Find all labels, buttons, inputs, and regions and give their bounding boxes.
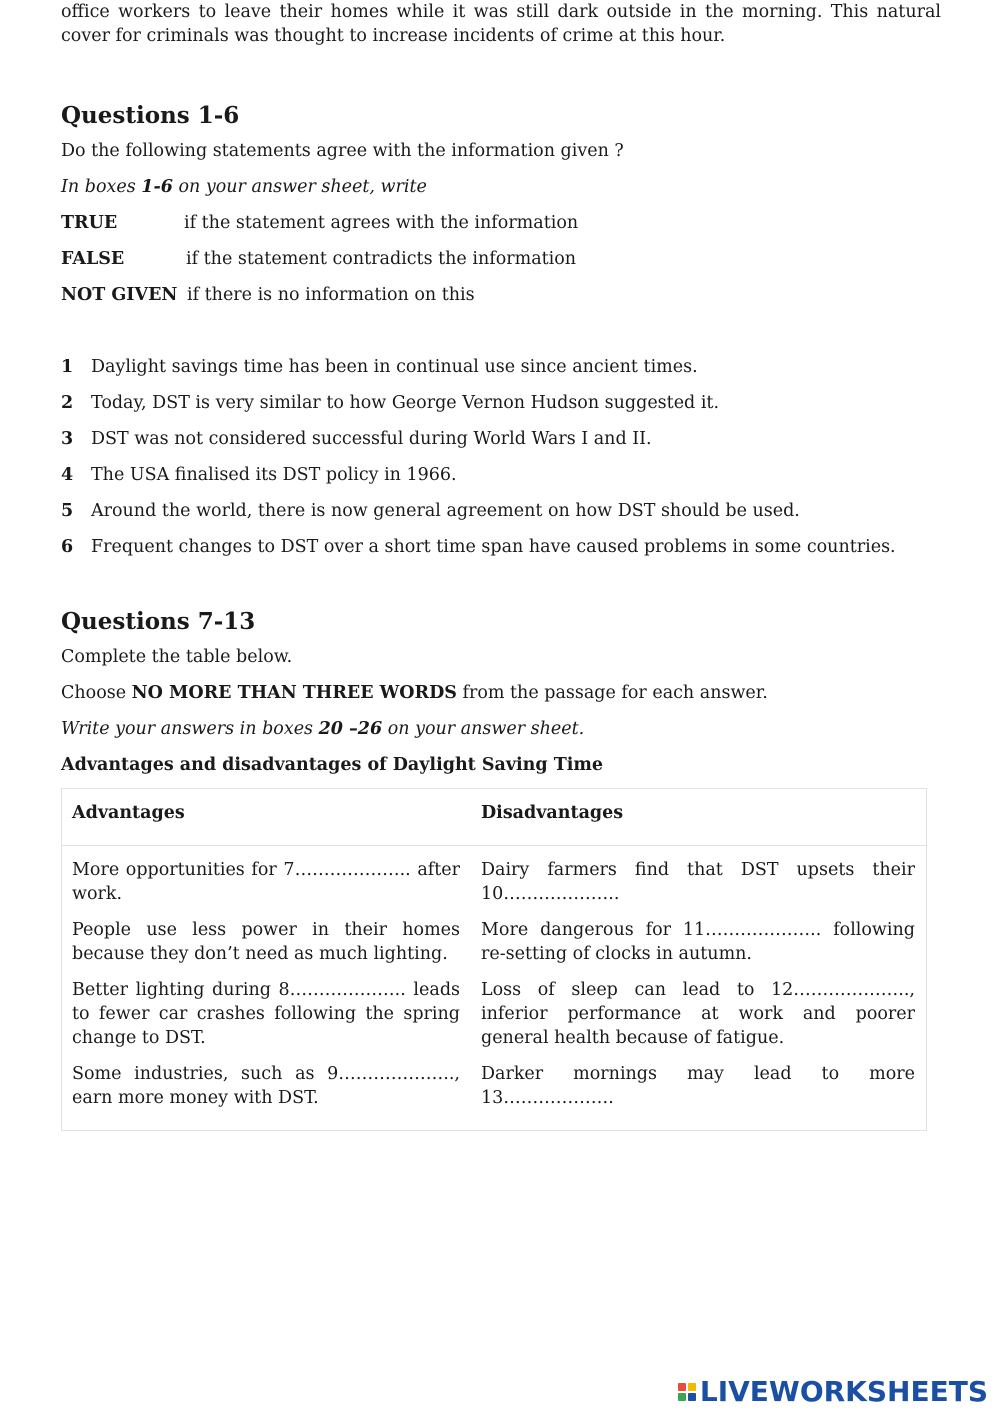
table-header-row [62, 789, 926, 846]
table-row [62, 978, 926, 1050]
statement-item [61, 463, 941, 487]
choose-prefix: Choose [61, 683, 132, 703]
answer-key-label: FALSE [61, 249, 125, 269]
statement-list [61, 355, 941, 559]
statement-item [61, 355, 941, 379]
advantage-cell: People use less power in their homes because they don’t need as much lighting. [72, 920, 460, 964]
answer-key-not-given [61, 283, 941, 307]
answer-key-meaning: if the statement contradicts the information [186, 249, 577, 269]
statement-text: Today, DST is very similar to how George Vernon Hudson suggested it. [91, 393, 720, 413]
dst-table [61, 788, 927, 1131]
section1-heading: Questions 1-6 [61, 102, 240, 129]
answer-boxes-range: 20 –26 [318, 719, 383, 739]
table-row [62, 858, 926, 906]
table-title: Advantages and disadvantages of Daylight Saving Time [61, 755, 604, 775]
word-limit-instruction [61, 681, 941, 705]
intro-paragraph: office workers to leave their homes while it was still dark outside in the morning. This natural cover for criminals was thought to increase incidents of crime at this hour. [61, 2, 941, 46]
logo-text: LIVEWORKSHEETS [699, 1375, 988, 1408]
header-advantages: Advantages [72, 803, 185, 823]
table-body [62, 846, 926, 1130]
statement-number: 1 [61, 357, 74, 377]
logo-grid-icon [678, 1383, 696, 1401]
statement-item [61, 427, 941, 451]
statement-text: Daylight savings time has been in continual use since ancient times. [91, 357, 698, 377]
answer-boxes-instruction [61, 717, 941, 741]
disadvantage-cell: Dairy farmers find that DST upsets their 10……………….. [481, 860, 915, 904]
answer-key-meaning: if the statement agrees with the information [184, 213, 579, 233]
statement-number: 5 [61, 501, 74, 521]
table-row [62, 918, 926, 966]
logo-square-blue [688, 1393, 696, 1401]
logo-square-red [678, 1383, 686, 1391]
answer-key-label: TRUE [61, 213, 118, 233]
section1-boxes-instruction [61, 175, 941, 199]
write-suffix: on your answer sheet. [382, 719, 585, 739]
answer-key-label: NOT GIVEN [61, 285, 178, 305]
statement-item [61, 391, 941, 415]
logo-square-green [678, 1393, 686, 1401]
write-prefix: Write your answers in boxes [61, 719, 319, 739]
advantage-cell: More opportunities for 7……………….. after work. [72, 860, 460, 904]
statement-text: Frequent changes to DST over a short time span have caused problems in some countries. [91, 537, 896, 557]
word-limit: NO MORE THAN THREE WORDS [131, 683, 457, 703]
answer-key-meaning: if there is no information on this [187, 285, 475, 305]
disadvantage-cell: More dangerous for 11……………….. following re-setting of clocks in autumn. [481, 920, 915, 964]
statement-item [61, 535, 941, 559]
table-row [62, 1062, 926, 1110]
disadvantage-cell: Darker mornings may lead to more 13………………. [481, 1064, 915, 1108]
advantage-cell: Better lighting during 8……………….. leads to fewer car crashes following the spring change to DST. [72, 980, 460, 1048]
logo-square-yellow [688, 1383, 696, 1391]
statement-number: 2 [61, 393, 74, 413]
answer-key-false [61, 247, 941, 271]
statement-text: DST was not considered successful during World Wars I and II. [91, 429, 652, 449]
boxes-prefix: In boxes [61, 177, 142, 197]
boxes-range: 1-6 [141, 177, 173, 197]
choose-suffix: from the passage for each answer. [456, 683, 768, 703]
statement-number: 3 [61, 429, 74, 449]
statement-number: 6 [61, 537, 74, 557]
statement-text: Around the world, there is now general agreement on how DST should be used. [91, 501, 800, 521]
liveworksheets-logo [678, 1375, 988, 1408]
answer-key-true [61, 211, 941, 235]
section2-heading: Questions 7-13 [61, 608, 256, 635]
statement-text: The USA finalised its DST policy in 1966. [91, 465, 457, 485]
worksheet-page [61, 0, 941, 1131]
disadvantage-cell: Loss of sleep can lead to 12……………….., inferior performance at work and poorer general health because of fatigue. [481, 980, 915, 1048]
boxes-suffix: on your answer sheet, write [172, 177, 427, 197]
header-disadvantages: Disadvantages [481, 803, 624, 823]
statement-number: 4 [61, 465, 74, 485]
section1-instruction: Do the following statements agree with the information given ? [61, 141, 624, 161]
statement-item [61, 499, 941, 523]
advantage-cell: Some industries, such as 9……………….., earn more money with DST. [72, 1064, 460, 1108]
section2-instruction: Complete the table below. [61, 647, 293, 667]
